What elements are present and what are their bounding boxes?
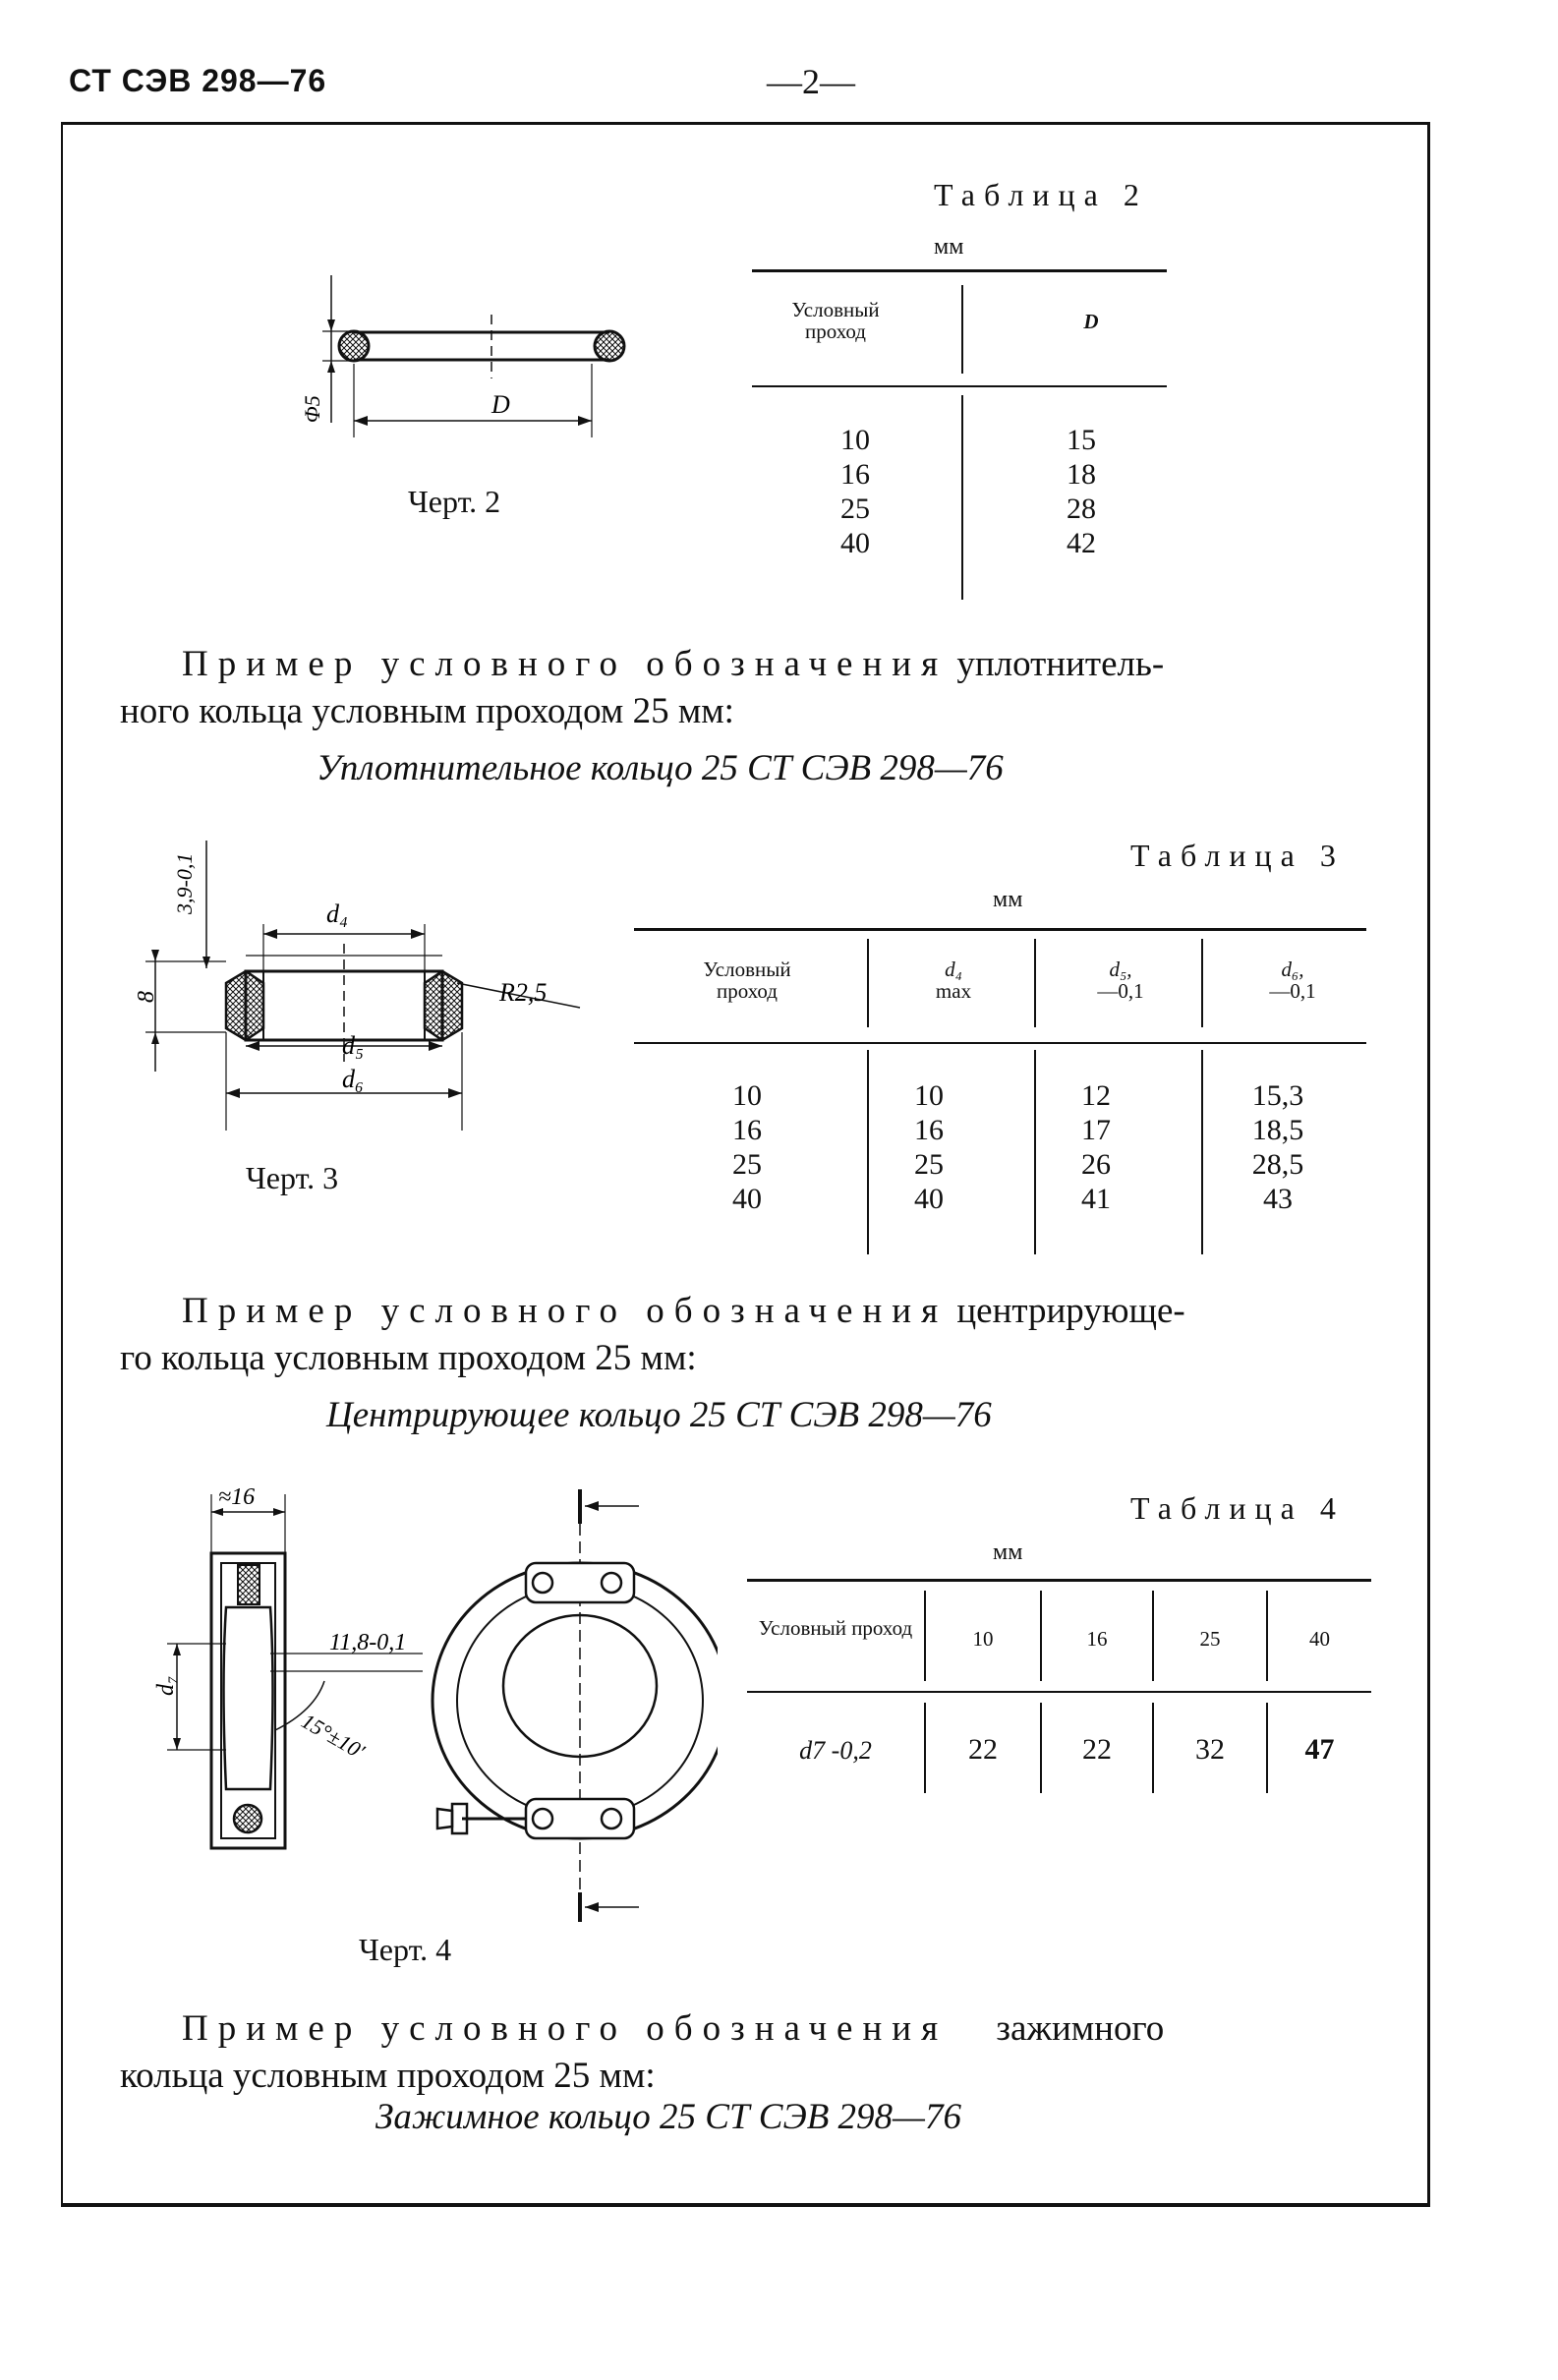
table-3-header-d4: d₄ max [935,958,972,1003]
table-3-title: Таблица 3 [1130,838,1345,873]
dim-w-label: ≈16 [218,1484,256,1510]
example-1-line2: ного кольца условным проходом 25 мм: [120,691,734,731]
dim-d4-label: d₄ [326,900,349,928]
example-3-lead: Пример условного обозначения [182,2008,949,2049]
table-row: 40 42 [840,527,1096,559]
table-2-header-rule [752,385,1167,387]
figure-4-drawing [128,1484,718,1927]
table-4-size-10: 10 [972,1627,994,1651]
table-4-unit: мм [993,1539,1023,1565]
table-3-col-divider-1 [867,939,869,1027]
example-1-rest: уплотнитель- [956,644,1165,684]
example-3-designation: Зажимное кольцо 25 СТ СЭВ 298—76 [375,2097,961,2137]
table-4-size-25: 25 [1199,1627,1221,1651]
table-4-title: Таблица 4 [1130,1490,1345,1526]
figure-4-caption: Черт. 4 [359,1932,452,1967]
svg-text:Φ5: Φ5 [300,395,324,423]
standard-code: СТ СЭВ 298—76 [69,63,327,98]
table-row: 25 28 [840,493,1096,525]
table-2-body [777,423,1229,560]
table-4-val-10: 22 [968,1733,998,1766]
table-row: 16 18 [840,458,1096,491]
example-1-lead: Пример условного обозначения [182,644,949,684]
table-2-unit: мм [934,234,964,260]
table-3-col-divider-3 [1201,939,1203,1027]
table-2-col-divider [961,285,963,374]
table-2-header-pass: Условный проход [791,298,880,343]
figure-2-caption: Черт. 2 [408,484,501,519]
figure-3-caption: Черт. 3 [246,1160,339,1195]
table-3-col-divider-2 [1034,939,1036,1027]
dim-d5-label: d₅ [342,1031,365,1060]
dim-d-label: D [491,390,510,419]
dim-8-label: 8 [134,991,159,1003]
example-2-designation: Центрирующее кольцо 25 СТ СЭВ 298—76 [326,1395,992,1435]
table-4-size-40: 40 [1309,1627,1330,1651]
table-2-top-rule [752,269,1167,272]
example-2-text [182,1288,1371,1335]
dim-r-label: R2,5 [499,978,548,1007]
dim-angle-label: 15°±10′ [297,1708,370,1765]
ring-section-left [339,331,369,361]
table-4-top-rule [747,1579,1371,1582]
table-4-size-16: 16 [1086,1627,1108,1651]
table-4-row-label-d7: d7 -0,2 [799,1736,872,1765]
table-3-top-rule [634,928,1366,931]
dim-118-label: 11,8-0,1 [329,1630,407,1655]
example-3-text [182,2005,1371,2053]
example-1-text [182,641,1371,688]
table-4-row-label-pass: Условный проход [758,1616,913,1640]
table-4-mid-rule [747,1691,1371,1693]
example-3-line2: кольца условным проходом 25 мм: [120,2056,656,2096]
table-row: 10 10 12 15,3 [732,1079,1304,1112]
figure-3-drawing [118,836,590,1140]
dim-d7-label: d₇ [153,1675,179,1696]
table-row: 40 40 41 43 [732,1183,1293,1215]
table-4-val-25: 32 [1195,1733,1225,1766]
table-4-val-40: 47 [1304,1733,1335,1766]
table-3-header-rule [634,1042,1366,1044]
table-3-unit: мм [993,887,1023,912]
table-4-val-16: 22 [1082,1733,1112,1766]
table-3-header-d6: d₆, —0,1 [1269,958,1316,1003]
ring-section-right [595,331,624,361]
table-row: 10 15 [840,424,1096,456]
table-row: 16 16 17 18,5 [732,1114,1304,1146]
page-number: —2— [767,62,855,101]
example-2-rest: центрирующе- [956,1291,1185,1331]
figure-2-drawing [285,265,659,462]
table-3-body [649,1078,1376,1216]
table-3-header-pass: Условный проход [703,958,791,1003]
table-2-header-d: D [1083,310,1099,333]
example-3-rest: зажимного [996,2008,1165,2049]
example-2-line2: го кольца условным проходом 25 мм: [120,1338,697,1378]
table-row: 25 25 26 28,5 [732,1148,1304,1181]
table-2-title: Таблица 2 [934,177,1148,212]
table-3-header-d5: d₅, —0,1 [1097,958,1144,1003]
example-1-designation: Уплотнительное кольцо 25 СТ СЭВ 298—76 [317,748,1004,788]
dim-d6-label: d₆ [342,1065,365,1093]
example-2-lead: Пример условного обозначения [182,1291,949,1331]
dim-39-label: 3,9-0,1 [172,852,197,914]
